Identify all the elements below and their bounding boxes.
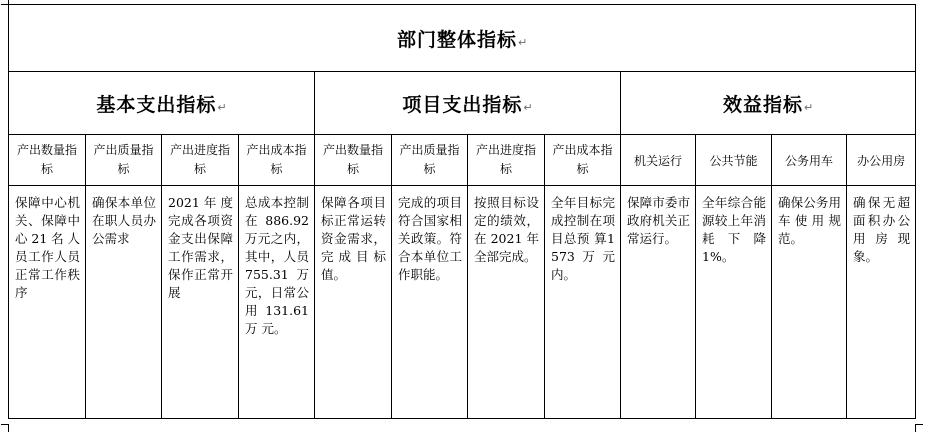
detail-text: 按照目标设定的绩效，在2021年全部完成。 (474, 195, 539, 264)
metric-header (696, 135, 772, 186)
metric-label: 产出质量指标 (399, 143, 460, 176)
metric-label: 产出进度指标 (475, 143, 536, 176)
detail-text: 确保本单位在职人员办公需求 (92, 195, 156, 246)
paragraph-mark: ↵ (217, 100, 227, 114)
indicator-table (8, 4, 916, 419)
detail-cell (315, 186, 392, 419)
detail-text: 保障各项目标正常运转资金需求，完成目标值。 (321, 195, 386, 282)
metric-header-row (9, 135, 916, 186)
metric-label: 产出数量指标 (322, 143, 383, 176)
paragraph-mark: ↵ (523, 100, 533, 114)
metric-header (621, 135, 696, 186)
group-title: 项目支出指标 (402, 93, 523, 116)
group-title: 基本支出指标 (96, 93, 217, 116)
metric-label: 产出成本指标 (246, 143, 307, 176)
detail-text: 全年目标完成控制在项目总预 算1573万元内。 (551, 195, 615, 282)
metric-header (772, 135, 847, 186)
group-title: 效益指标 (722, 93, 803, 116)
metric-label: 办公用房 (857, 153, 906, 168)
group-header-basic (9, 72, 315, 135)
detail-cell (847, 186, 916, 419)
paragraph-mark: ↵ (803, 100, 814, 114)
detail-cell (468, 186, 545, 419)
metric-header (315, 135, 392, 186)
metric-label: 公共节能 (709, 153, 758, 168)
metric-label: 产出进度指标 (169, 143, 230, 176)
detail-text: 总成本控制在886.92万元之内，其中，人员755.31万元，日常公用131.61万 元。 (245, 195, 309, 336)
detail-text: 全年综合能源较上年消耗下降1%。 (702, 195, 766, 264)
metric-label: 产出数量指标 (16, 143, 77, 176)
detail-cell (696, 186, 772, 419)
metric-header (86, 135, 162, 186)
group-header-project (315, 72, 621, 135)
metric-label: 机关运行 (633, 153, 682, 168)
detail-text: 保障市委市政府机关正常运行。 (627, 195, 690, 246)
detail-cell (9, 186, 86, 419)
metric-header (468, 135, 545, 186)
crop-mark-bottom-left (1, 424, 9, 432)
metric-header (162, 135, 239, 186)
crop-mark-bottom-right (915, 424, 923, 432)
metric-label: 公务用车 (784, 153, 833, 168)
detail-cell (621, 186, 696, 419)
title-row (9, 5, 916, 72)
detail-cell (162, 186, 239, 419)
metric-label: 产出成本指标 (552, 143, 613, 176)
detail-cell (772, 186, 847, 419)
paragraph-mark: ↵ (517, 35, 528, 49)
group-header-benefit (621, 72, 916, 135)
detail-text: 确保公务用车使用规范。 (778, 195, 841, 246)
group-row (9, 72, 916, 135)
title-cell (9, 5, 916, 72)
metric-label: 产出质量指标 (93, 143, 154, 176)
detail-cell (545, 186, 621, 419)
detail-row (9, 186, 916, 419)
metric-header (9, 135, 86, 186)
detail-text: 2021年度完成各项资金支出保障工作需求，保作正常开展 (168, 195, 233, 300)
metric-header (392, 135, 468, 186)
metric-header (847, 135, 916, 186)
detail-text: 确保无超面积办公用房现象。 (853, 195, 911, 264)
detail-cell (239, 186, 315, 419)
metric-header (545, 135, 621, 186)
detail-text: 保障中心机关、保障中心21名人员工作人员正常工作秩序 (15, 195, 80, 300)
metric-header (239, 135, 315, 186)
detail-text: 完成的项目符合国家相关政策。符合本单位工作职能。 (398, 195, 462, 282)
detail-cell (392, 186, 468, 419)
table-title: 部门整体指标 (396, 28, 517, 51)
detail-cell (86, 186, 162, 419)
